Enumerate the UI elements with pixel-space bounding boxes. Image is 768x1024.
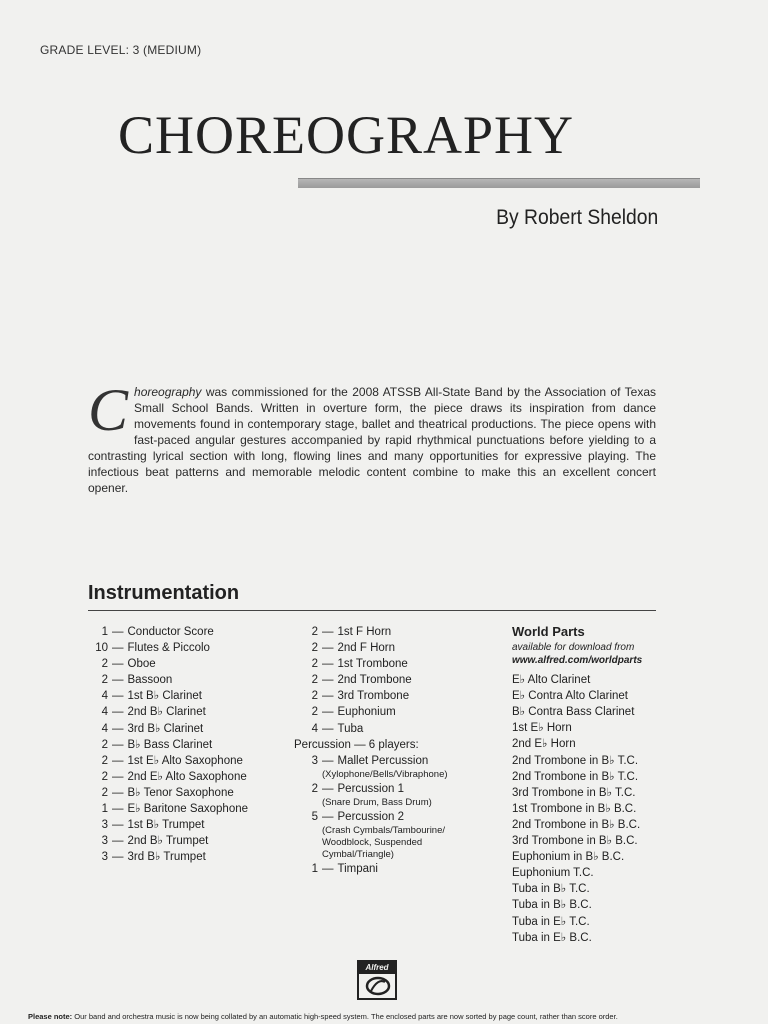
instrument-row [80,769,280,785]
program-note [88,377,656,496]
instrumentation-divider [88,610,656,611]
instrument-row [290,656,500,672]
world-part-item: 2nd Trombone in B♭ T.C. [512,754,639,767]
instrument-name: B♭ Bass Clarinet [127,738,213,751]
instrument-quantity: 2 [101,658,108,671]
dash-separator: — [112,851,124,864]
instrument-row [80,656,280,672]
page-title: CHOREOGRAPHY [118,105,575,165]
instrument-name: Tuba [337,722,364,735]
instrument-row [80,721,280,737]
instrument-quantity: 2 [311,782,318,795]
footer-note-text: Our band and orchestra music is now being collated by an automatic high-speed system. The enclosed parts are now sorted by page count, rather than score order. [72,1012,618,1021]
instrument-quantity: 4 [101,706,108,719]
instrument-name: 3rd Trombone [337,690,410,703]
world-parts-availability: available for download from [512,642,635,654]
world-part-item: E♭ Alto Clarinet [512,674,591,687]
dash-separator: — [112,786,124,799]
instrument-name: Percussion 1 [337,782,404,795]
instrument-quantity: 2 [311,658,318,671]
footer-note [28,1012,618,1021]
instrument-row [80,785,280,801]
instrument-row [290,624,500,640]
instrument-name: Flutes & Piccolo [127,642,210,655]
instrument-quantity: 2 [311,690,318,703]
instrument-row [80,640,280,656]
instrumentation-heading: Instrumentation [88,582,240,604]
instrument-subnote: (Xylophone/Bells/Vibraphone) [322,768,448,780]
instrument-quantity: 4 [101,690,108,703]
instrument-row [290,737,500,753]
instrument-quantity: 3 [311,754,318,767]
instrument-quantity: 1 [311,863,318,876]
instrument-row [290,640,500,656]
dash-separator: — [112,690,124,703]
world-parts-title: World Parts [512,624,585,639]
world-part-item: 2nd Trombone in B♭ B.C. [512,818,641,831]
world-part-item: E♭ Contra Alto Clarinet [512,690,629,703]
instrument-row [80,849,280,865]
world-part-item: 2nd E♭ Horn [512,738,576,751]
instrument-quantity: 10 [95,642,108,655]
dash-separator: — [112,722,124,735]
instrument-quantity: 1 [101,803,108,816]
instrument-quantity: 4 [311,722,318,735]
world-part-item: 3rd Trombone in B♭ B.C. [512,835,638,848]
dash-separator: — [322,626,334,638]
instrument-name: Mallet Percussion [337,754,429,767]
instrument-quantity: 2 [311,642,318,655]
world-part-item: Tuba in E♭ T.C. [512,915,590,928]
dash-separator: — [112,706,124,719]
dash-separator: — [322,810,334,823]
instrument-row [80,753,280,769]
instrument-name: E♭ Baritone Saxophone [127,803,249,816]
dash-separator: — [112,835,124,848]
instrument-quantity: 2 [311,674,318,687]
dash-separator: — [112,626,124,638]
instrument-name: 2nd B♭ Trumpet [127,835,209,848]
dash-separator: — [112,642,124,655]
dash-separator: — [112,738,124,751]
instrument-row [80,833,280,849]
dash-separator: — [112,658,124,671]
instrument-name: Percussion — 6 players: [294,738,419,751]
program-note-title: horeography [134,385,202,399]
world-part-item: Tuba in B♭ B.C. [512,899,592,912]
instrument-row [290,809,500,825]
instrument-quantity: 2 [311,706,318,719]
instrument-name: 2nd B♭ Clarinet [127,706,206,719]
dash-separator: — [322,782,334,795]
instrument-row [290,704,500,720]
world-part-item: 3rd Trombone in B♭ T.C. [512,786,636,799]
instrument-quantity: 1 [101,626,108,638]
instrument-row [80,688,280,704]
instrument-name: Conductor Score [127,626,214,638]
instrument-row [80,801,280,817]
instrument-name: 1st E♭ Alto Saxophone [127,754,243,767]
instrument-quantity: 3 [101,835,108,848]
instrument-name: 2nd Trombone [337,674,412,687]
world-parts-list [512,672,712,946]
instrument-quantity: 2 [101,738,108,751]
instrument-subnote: (Crash Cymbals/Tambourine/ Woodblock, Suspended Cymbal/Triangle) [322,825,446,861]
instrument-name: Oboe [127,658,156,671]
dash-separator: — [322,863,334,876]
instrument-row [80,817,280,833]
instrument-list-column-2 [290,624,500,877]
dash-separator: — [112,819,124,832]
instrument-name: 1st B♭ Clarinet [127,690,202,703]
instrument-quantity: 2 [311,626,318,638]
grade-level: GRADE LEVEL: 3 (MEDIUM) [40,43,202,57]
world-part-item: Tuba in B♭ T.C. [512,883,590,896]
instrument-name: B♭ Tenor Saxophone [127,786,234,799]
dash-separator: — [112,770,124,783]
instrument-name: 3rd B♭ Trumpet [127,851,206,864]
instrument-quantity: 4 [101,722,108,735]
instrument-row [290,781,500,797]
instrument-row [80,737,280,753]
dash-separator: — [322,690,334,703]
instrument-quantity: 2 [101,770,108,783]
logo-text: Alfred [359,962,395,974]
instrument-name: Euphonium [337,706,396,719]
dash-separator: — [322,642,334,655]
composer-byline: By Robert Sheldon [495,206,658,229]
dash-separator: — [322,658,334,671]
world-parts-url[interactable]: www.alfred.com/worldparts [512,655,643,667]
world-parts-column [512,624,712,946]
instrument-name: Percussion 2 [337,810,404,823]
instrument-row [290,672,500,688]
dash-separator: — [112,754,124,767]
world-part-item: Euphonium in B♭ B.C. [512,851,625,864]
instrument-name: 2nd E♭ Alto Saxophone [127,770,247,783]
instrument-row [290,861,500,877]
dash-separator: — [322,674,334,687]
instrument-row [80,624,280,640]
world-part-item: B♭ Contra Bass Clarinet [512,706,635,719]
instrument-row [290,753,500,769]
world-part-item: Euphonium T.C. [512,867,594,880]
world-part-item: Tuba in E♭ B.C. [512,931,592,944]
instrument-name: 2nd F Horn [337,642,396,655]
world-part-item: 2nd Trombone in B♭ T.C. [512,770,639,783]
instrument-quantity: 2 [101,786,108,799]
instrument-name: Bassoon [127,674,173,687]
program-note-text: was commissioned for the 2008 ATSSB All-State Band by the Association of Texas Small School Bands. Written in overture form, the piece draws its inspiration from dance movements found in contemporary stage, ballet and theatrical productions. The piece opens with fast-paced angular gestures accompanied by rapid rhythmical punctuations before yielding to a contrasting lyrical section with long, flowing lines and many opportunities for expressive playing. The infectious beat patterns and memorable melodic content combine to make this an excellent concert opener. [88,385,656,495]
dash-separator: — [322,722,334,735]
instrument-row [290,721,500,737]
world-part-item: 1st Trombone in B♭ B.C. [512,802,637,815]
dash-separator: — [322,706,334,719]
instrument-name: 1st Trombone [337,658,408,671]
instrument-name: 1st F Horn [337,626,392,638]
alfred-logo [357,960,397,1000]
instrument-quantity: 3 [101,819,108,832]
instrument-row [80,704,280,720]
music-symbol-icon [365,976,391,996]
footer-note-label: Please note: [28,1012,73,1021]
instrument-quantity: 2 [101,674,108,687]
instrument-quantity: 3 [101,851,108,864]
drop-cap: C [88,377,129,443]
instrument-name: 1st B♭ Trumpet [127,819,205,832]
title-divider [298,178,700,188]
world-part-item: 1st E♭ Horn [512,722,572,735]
instrument-quantity: 2 [101,754,108,767]
instrument-subnote: (Snare Drum, Bass Drum) [322,796,432,808]
instrument-name: Timpani [337,863,378,876]
instrument-quantity: 5 [311,810,318,823]
dash-separator: — [112,674,124,687]
dash-separator: — [322,754,334,767]
dash-separator: — [112,803,124,816]
instrument-name: 3rd B♭ Clarinet [127,722,204,735]
instrument-list-column-1 [80,624,280,865]
instrument-row [290,688,500,704]
instrument-row [80,672,280,688]
